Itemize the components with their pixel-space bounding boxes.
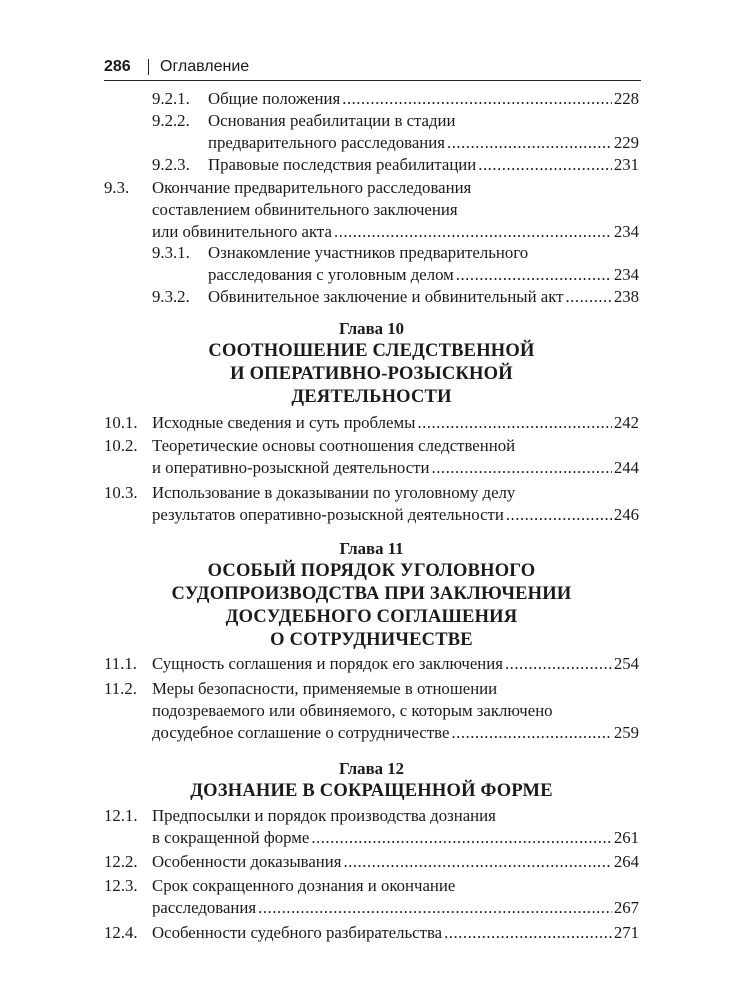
toc-page-number: 228 [613,89,639,108]
toc-entry-text-line: Основания реабилитации в стадии [208,111,456,130]
toc-entry-title: Общие положения [208,89,341,108]
toc-page-number: 242 [613,413,639,432]
toc-entry[interactable] [0,922,750,944]
toc-entry-leader-line [152,827,639,849]
chapter-title-line: ДОЗНАНИЕ В СОКРАЩЕННОЙ ФОРМЕ [190,781,553,801]
toc-page-number: 238 [613,287,639,306]
dot-leader [334,221,612,243]
toc-entry-leader-line [152,504,639,526]
toc-entry-leader-line [208,154,639,176]
toc-entry-leader-line [152,722,639,744]
toc-page-number: 231 [613,155,639,174]
dot-leader [505,653,612,675]
toc-page-number: 264 [613,852,639,871]
toc-entry-title: Исходные сведения и суть проблемы [152,413,416,432]
dot-leader [456,264,612,286]
dot-leader [311,827,612,849]
toc-entry[interactable] [0,242,750,286]
toc-entry[interactable] [0,435,750,479]
toc-page-number: 244 [613,458,639,477]
toc-entry-title: предварительного расследования [208,133,445,152]
chapter-label: Глава 10 [338,319,405,338]
toc-entry-title: расследования [152,898,257,917]
toc-entry[interactable] [0,805,750,849]
running-title: Оглавление [160,58,250,75]
toc-page-number: 234 [613,265,639,284]
toc-entry[interactable] [0,154,750,176]
toc-entry-text-line: Окончание предварительного расследования [152,178,472,197]
chapter-title-line: И ОПЕРАТИВНО-РОЗЫСКНОЙ [230,364,513,384]
toc-page-number: 254 [613,654,639,673]
toc-entry-leader-line [152,457,639,479]
dot-leader [506,504,612,526]
toc-entry-title: или обвинительного акта [152,222,332,241]
toc-entry-number: 11.1. [104,654,137,673]
toc-entry-leader-line [152,221,639,243]
toc-entry-number: 12.2. [104,852,138,871]
toc-entry-number: 12.1. [104,806,138,825]
toc-entry[interactable] [0,678,750,744]
chapter-title-line: СУДОПРОИЗВОДСТВА ПРИ ЗАКЛЮЧЕНИИ [171,584,572,604]
dot-leader [432,457,612,479]
toc-entry-text-line: составлением обвинительного заключения [152,200,458,219]
toc-entry-title: и оперативно-розыскной деятельности [152,458,430,477]
toc-entry-text-line: Теоретические основы соотношения следственной [152,436,516,455]
chapter-title-line: О СОТРУДНИЧЕСТВЕ [270,630,473,650]
toc-entry-number: 9.3.1. [152,243,190,262]
chapter-title-line: СООТНОШЕНИЕ СЛЕДСТВЕННОЙ [208,341,535,361]
toc-entry[interactable] [0,110,750,154]
toc-entry-title: Правовые последствия реабилитации [208,155,477,174]
dot-leader [451,722,611,744]
toc-entry-leader-line [152,851,639,873]
chapter-heading [104,318,639,409]
chapter-heading [104,538,639,652]
dot-leader [258,897,612,919]
dot-leader [343,851,611,873]
page-number: 286 [104,58,131,75]
chapter-label: Глава 12 [338,759,405,778]
toc-page-number: 261 [613,828,639,847]
toc-entry-title: Особенности доказывания [152,852,342,871]
toc-entry-title: расследования с уголовным делом [208,265,454,284]
toc-entry-text-line: Меры безопасности, применяемые в отношении [152,679,498,698]
dot-leader [342,88,612,110]
toc-entry-title: досудебное соглашение о сотрудничестве [152,723,450,742]
toc-entry-number: 10.1. [104,413,138,432]
toc-entry-number: 10.3. [104,483,138,502]
toc-page-number: 259 [613,723,639,742]
toc-entry-number: 12.4. [104,923,138,942]
dot-leader [478,154,612,176]
toc-entry-text-line: Ознакомление участников предварительного [208,243,529,262]
toc-entry-text-line: Использование в доказывании по уголовному делу [152,483,516,502]
toc-entry-title: Обвинительное заключение и обвинительный акт [208,287,564,306]
toc-entry-leader-line [208,264,639,286]
toc-entry-number: 9.2.3. [152,155,190,174]
toc-entry-title: Сущность соглашения и порядок его заключения [152,654,503,673]
toc-entry-number: 11.2. [104,679,137,698]
toc-entry[interactable] [0,88,750,110]
toc-entry-number: 12.3. [104,876,138,895]
dot-leader [447,132,612,154]
toc-entry[interactable] [0,412,750,434]
toc-entry-leader-line [208,286,639,308]
toc-entry-leader-line [152,922,639,944]
toc-entry[interactable] [0,286,750,308]
toc-entry-leader-line [208,88,639,110]
toc-entry-text-line: подозреваемого или обвиняемого, с которым заключено [152,701,553,720]
toc-entry-title: в сокращенной форме [152,828,310,847]
toc-entry-leader-line [152,897,639,919]
chapter-label: Глава 11 [339,539,404,558]
toc-entry-title: результатов оперативно-розыскной деятельности [152,505,504,524]
toc-entry[interactable] [0,177,750,243]
toc-entry[interactable] [0,875,750,919]
toc-entry-title: Особенности судебного разбирательства [152,923,443,942]
chapter-heading [104,758,639,803]
toc-entry[interactable] [0,851,750,873]
toc-entry-leader-line [152,412,639,434]
toc-entry-leader-line [208,132,639,154]
dot-leader [444,922,612,944]
toc-entry-number: 9.3.2. [152,287,190,306]
chapter-title-line: ОСОБЫЙ ПОРЯДОК УГОЛОВНОГО [207,561,536,581]
toc-page-number: 246 [613,505,639,524]
toc-entry-leader-line [152,653,639,675]
toc-entry-number: 9.3. [104,178,130,197]
dot-leader [417,412,611,434]
toc-page-number: 229 [613,133,639,152]
toc-entry-text-line: Предпосылки и порядок производства дознания [152,806,496,825]
toc-entry[interactable] [0,653,750,675]
toc-page-number: 267 [613,898,639,917]
chapter-title-line: ДОСУДЕБНОГО СОГЛАШЕНИЯ [225,607,518,627]
toc-entry-number: 10.2. [104,436,138,455]
chapter-title-line: ДЕЯТЕЛЬНОСТИ [291,387,452,407]
toc-page-number: 234 [613,222,639,241]
toc-page-number: 271 [613,923,639,942]
dot-leader [565,286,611,308]
toc-entry-number: 9.2.1. [152,89,190,108]
toc-entry[interactable] [0,482,750,526]
toc-entry-text-line: Срок сокращенного дознания и окончание [152,876,456,895]
toc-entry-number: 9.2.2. [152,111,190,130]
